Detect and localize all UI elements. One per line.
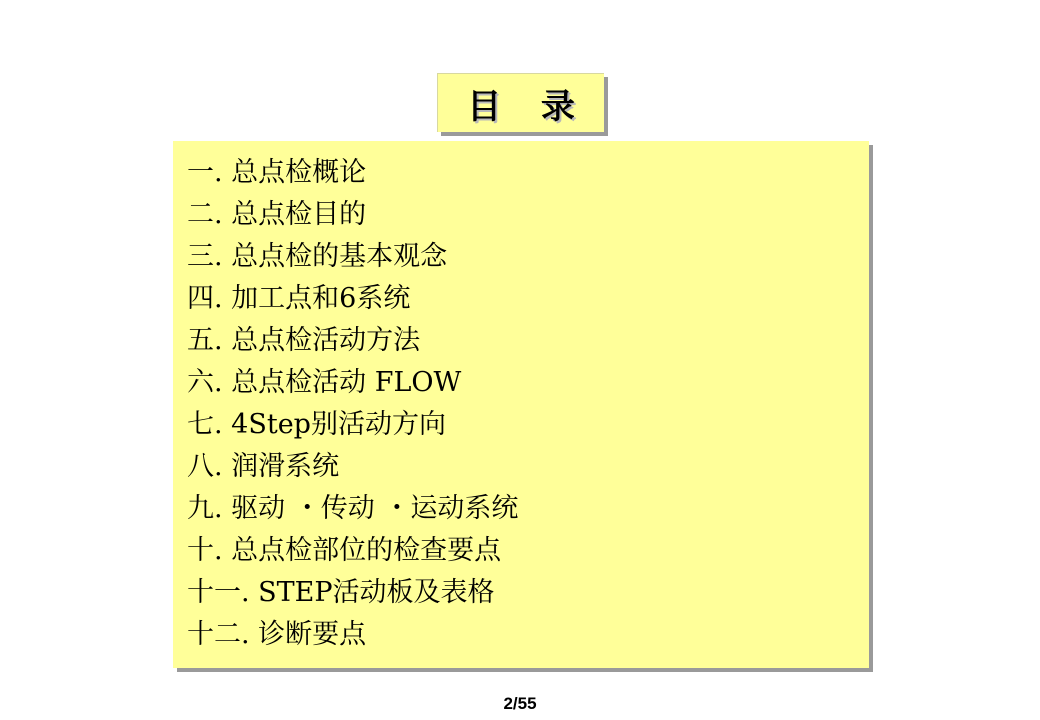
page-number: 2/55: [503, 694, 537, 713]
table-of-contents: [173, 141, 869, 668]
toc-item-6: 六. 总点检活动 FLOW: [187, 367, 462, 398]
toc-item-5: 五. 总点检活动方法: [187, 325, 421, 356]
page-title: 目 录: [467, 86, 589, 127]
toc-list: [187, 152, 518, 656]
toc-item-8: 八. 润滑系统: [187, 451, 340, 482]
toc-item-2: 二. 总点检目的: [187, 199, 367, 230]
toc-item-4: 四. 加工点和6系统: [187, 283, 411, 314]
toc-item-9: 九. 驱动 ・传动 ・运动系统: [187, 493, 519, 524]
title-box: [437, 73, 604, 132]
toc-item-12: 十二. 诊断要点: [187, 619, 367, 650]
toc-item-3: 三. 总点检的基本观念: [187, 241, 448, 272]
toc-item-7: 七. 4Step别活动方向: [187, 409, 446, 440]
toc-item-11: 十一. STEP活动板及表格: [187, 577, 495, 608]
toc-item-10: 十. 总点检部位的检查要点: [187, 535, 502, 566]
toc-item-1: 一. 总点检概论: [187, 157, 367, 188]
